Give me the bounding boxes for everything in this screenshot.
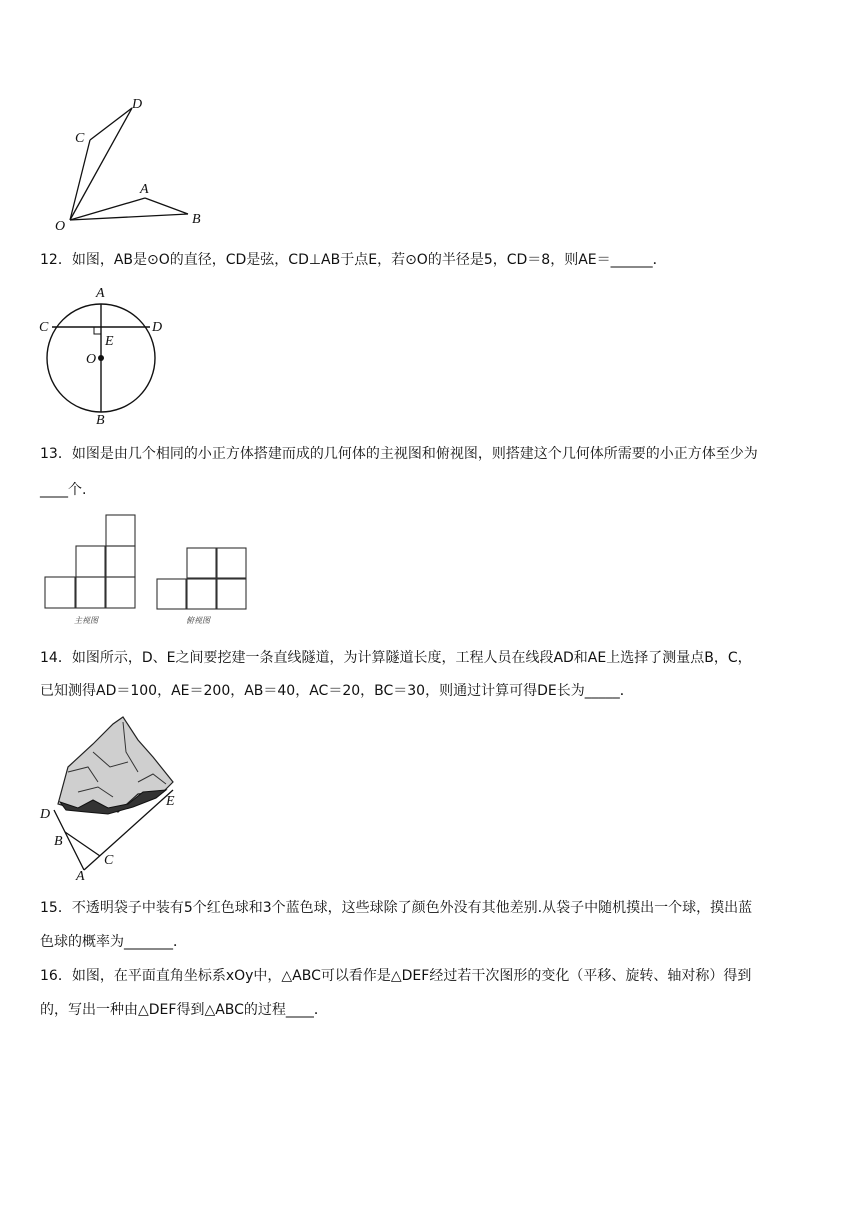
question-14-line1: 14．如图所示，D、E之间要挖建一条直线隧道，为计算隧道长度，工程人员在线段AD和AE上选择了测量点B，C， [40,650,752,666]
label-d: D [40,807,51,822]
label-o: O [55,219,66,234]
label-c: C [75,131,85,146]
segment-cd [90,108,132,140]
label-a: A [96,286,105,301]
question-14-line2: 已知测得AD＝100，AE＝200，AB＝40，AC＝20，BC＝30，则通过计算可得DE长为_____． [40,683,634,699]
center-dot [98,355,104,361]
label-d: D [132,97,143,112]
label-c: C [104,853,114,868]
segment-oc [70,140,90,220]
top-view [157,548,246,609]
label-b: B [96,413,105,427]
front-view [45,515,135,608]
figure-q13 [40,510,260,630]
segment-od [70,108,132,220]
label-a: A [76,869,85,882]
label-b: B [192,212,201,227]
question-13-line1: 13．如图是由几个相同的小正方体搭建而成的几何体的主视图和俯视图，则搭建这个几何体所需要的小正方体至少为 [40,446,758,462]
question-16-line2: 的，写出一种由△DEF得到△ABC的过程____． [40,1002,328,1018]
question-15-line1: 15．不透明袋子中装有5个红色球和3个蓝色球，这些球除了颜色外没有其他差别.从袋子中随机摸出一个球，摸出蓝 [40,900,753,916]
question-12-text: 12．如图，AB是⊙O的直径，CD是弦，CD⊥AB于点E，若⊙O的半径是5，CD＝8，则AE＝______． [40,252,667,268]
label-e: E [166,794,175,809]
label-a: A [140,182,149,197]
top-view-caption: 俯视图 [186,616,210,625]
segment-ab [145,198,188,214]
label-b: B [54,834,63,849]
question-16-line1: 16．如图，在平面直角坐标系xOy中，△ABC可以看作是△DEF经过若干次图形的变化（平移、旋转、轴对称）得到 [40,968,752,984]
label-o: O [86,352,97,367]
question-13-line2: ____个. [40,482,87,498]
figure-q14 [38,712,188,882]
right-angle-mark [94,327,101,334]
front-view-caption: 主视图 [74,616,98,625]
figure-q12 [36,282,176,427]
label-d: D [152,320,163,335]
label-c: C [39,320,49,335]
figure-q11 [50,90,220,240]
label-e: E [105,334,114,349]
segment-bc [65,832,100,856]
mountain-image [58,717,173,814]
question-15-line2: 色球的概率为_______． [40,934,187,950]
